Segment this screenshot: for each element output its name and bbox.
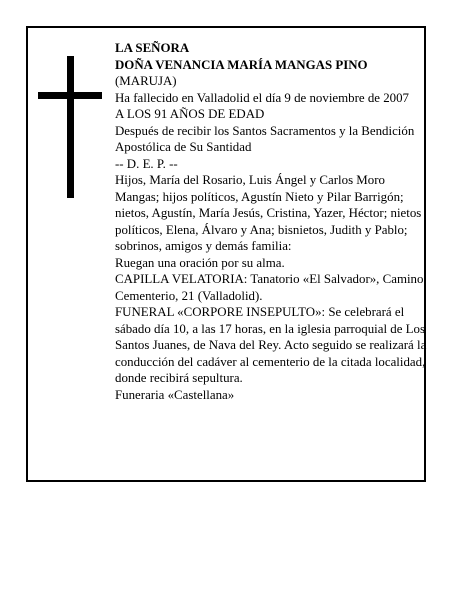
deceased-nickname: (MARUJA): [115, 74, 177, 88]
obituary-notice: [26, 26, 426, 482]
cross-vertical-bar: [67, 56, 74, 198]
sacraments-statement: Después de recibir los Santos Sacramentos y la Bendición Apostólica de Su Santidad: [115, 123, 415, 154]
chapel-info: CAPILLA VELATORIA: Tanatorio «El Salvador», Camino Cementerio, 21 (Valladolid).: [115, 272, 424, 303]
family-list: Hijos, María del Rosario, Luis Ángel y Carlos Moro Mangas; hijos políticos, Agustín Nieto y Pilar Barrigón; nietos, Agustín, María Jesús, Cristina, Yazer, Héctor; nietos políticos, Elena, Álvaro y Ana; bisnietos, Judith y Pablo; sobrinos, amigos y demás familia:: [115, 173, 422, 253]
funeral-home: Funeraria «Castellana»: [115, 387, 235, 402]
notice-title: LA SEÑORA: [115, 41, 190, 55]
age-statement: A LOS 91 AÑOS DE EDAD: [115, 107, 265, 121]
rip-line: -- D. E. P. --: [115, 156, 178, 171]
funeral-info: FUNERAL «CORPORE INSEPULTO»: Se celebrará el sábado día 10, a las 17 horas, en la iglesia parroquial de Los Santos Juanes, de Nava del Rey. Acto seguido se realizará la conducción del cadáver al cementerio de la citada localidad, donde recibirá sepultura.: [115, 305, 427, 385]
obituary-text: [115, 40, 427, 403]
cross-horizontal-bar: [38, 92, 102, 99]
deceased-name: DOÑA VENANCIA MARÍA MANGAS PINO: [115, 57, 368, 72]
latin-cross-icon: [38, 56, 102, 198]
prayer-request: Ruegan una oración por su alma.: [115, 255, 285, 270]
death-statement: Ha fallecido en Valladolid el día 9 de noviembre de 2007: [115, 90, 410, 105]
